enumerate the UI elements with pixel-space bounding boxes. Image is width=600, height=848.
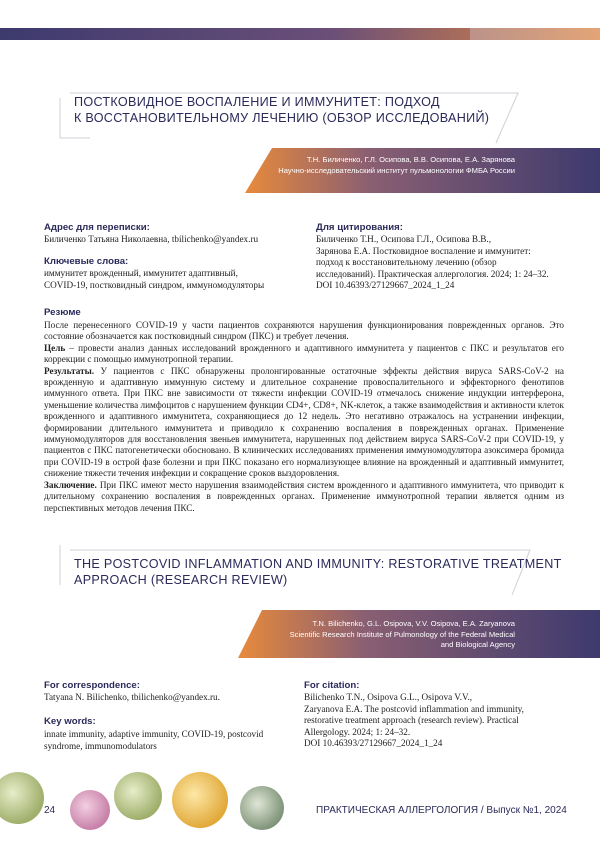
- aim-text: – провести анализ данных исследований врожденного и адаптивного иммунитета у пациентов с ПКС и результатов его коррекции с помощью иммунотропной терапии.: [44, 342, 564, 365]
- ru-citation-label: Для цитирования:: [316, 222, 403, 233]
- results-text: У пациентов с ПКС обнаружены пролонгированные остаточные эффекты действия вируса SARS-CoV-2 на врожденную и адаптивную иммунную систему и длительное сохранение провоспалительного и эффекторного фенотипов иммунного ответа. При ПКС вне зависимости от тяжести инфекции COVID-19 отмечалось снижение индукции интерферона, уменьшение количества лимфоцитов с нарушением функции CD4+, CD8+, NK-клеток, а также взаимодействия и активности клеток врожденного и адаптивного иммунитета, сохраняющиеся до 12 недель. Это негативно отражалось на устранении инфекции, формировании длительного иммунитета и приводило к сохранению воспаления в поврежденных органах. Применение иммуномодуляторов для восстановления звеньев иммунитета, нарушенных под действием вируса SARS-CoV-2 при COVID-19, у пациентов с ПКС патогенетически обосновано. В клинических исследованиях применения иммуномодулятора азоксимера бромида при COVID-19 в острой фазе болезни и при ПКС показано его нормализующее влияние на врожденный и адаптивный иммунитет, снижение тяжести течения инфекции и сокращение сроков выздоровления.: [44, 365, 564, 479]
- ru-keywords-line-2: COVID-19, постковидный синдром, иммуномодуляторы: [44, 280, 265, 290]
- ru-article-title: [74, 94, 489, 126]
- en-keywords-line-1: innate immunity, adaptive immunity, COVID-19, postcovid: [44, 729, 264, 739]
- journal-footer: ПРАКТИЧЕСКАЯ АЛЛЕРГОЛОГИЯ / Выпуск №1, 2024: [316, 805, 567, 816]
- en-institute-line-1: Scientific Research Institute of Pulmonology of the Federal Medical: [289, 629, 515, 639]
- ru-citation-line: исследований). Практическая аллергология. 2024; 1: 24–32.: [316, 268, 549, 279]
- en-citation-label: For citation:: [304, 680, 360, 691]
- en-citation-line: Allergology. 2024; 1: 24–32.: [304, 726, 411, 737]
- en-title-line-2: APPROACH (RESEARCH REVIEW): [74, 573, 288, 587]
- aim-label: Цель: [44, 342, 66, 353]
- ru-citation-line: подход к восстановительному лечению (обзор: [316, 257, 497, 268]
- en-citation-line: Zaryanova E.A. The postcovid inflammation and immunity,: [304, 703, 524, 714]
- ru-citation-line: DOI 10.46393/27129667_2024_1_24: [316, 280, 455, 291]
- ru-authors-block: [250, 155, 515, 176]
- en-authors-block: [240, 619, 515, 651]
- abstract-aim: [44, 343, 564, 366]
- ru-citation-line: Зарянова Е.А. Постковидное воспаление и иммунитет:: [316, 245, 531, 256]
- ru-citation-line: Биличенко Т.Н., Осипова Г.Л., Осипова В.В.,: [316, 234, 492, 244]
- ru-keywords-label: Ключевые слова:: [44, 256, 129, 267]
- en-keywords-line-2: syndrome, immunomodulators: [44, 741, 157, 751]
- en-correspondence-label: For correspondence:: [44, 680, 140, 691]
- en-citation-block: [304, 692, 579, 750]
- results-label: Результаты.: [44, 365, 95, 376]
- conclusion-text: При ПКС имеют место нарушения взаимодействия систем врожденного и адаптивного иммунитета, что приводит к длительному сохранению воспаления в поврежденных органах. Применение иммунотропной терапии является одним из перспективных методов лечения ПКС.: [44, 479, 564, 513]
- ru-institute: Научно-исследовательский институт пульмонологии ФМБА России: [278, 165, 515, 175]
- conclusion-label: Заключение.: [44, 479, 97, 490]
- en-keywords-label: Key words:: [44, 716, 96, 727]
- ru-correspondence-text: Биличенко Татьяна Николаевна, tbilichenko@yandex.ru: [44, 234, 259, 244]
- ru-title-line-1: ПОСТКОВИДНОЕ ВОСПАЛЕНИЕ И ИММУНИТЕТ: ПОДХОД: [74, 95, 440, 109]
- ru-authors: Т.Н. Биличенко, Г.Л. Осипова, В.В. Осипова, Е.А. Зарянова: [306, 155, 515, 164]
- ru-title-line-2: К ВОССТАНОВИТЕЛЬНОМУ ЛЕЧЕНИЮ (ОБЗОР ИССЛЕДОВАНИЙ): [74, 111, 490, 125]
- ru-keywords-line-1: иммунитет врожденный, иммунитет адаптивный,: [44, 268, 238, 278]
- abstract-intro: После перенесенного COVID-19 у части пациентов сохраняются нарушения функционирования поврежденных органов. Это состояние обозначается как постковидный синдром (ПКС) и требует лечения.: [44, 320, 564, 342]
- abstract-results: [44, 366, 564, 480]
- en-correspondence-text: Tatyana N. Bilichenko, tbilichenko@yandex.ru.: [44, 692, 220, 702]
- abstract-conclusion: [44, 480, 564, 514]
- ru-citation-block: [316, 234, 576, 292]
- en-institute-line-2: and Biological Agency: [440, 640, 515, 649]
- ru-correspondence-label: Адрес для переписки:: [44, 222, 150, 233]
- en-citation-line: restorative treatment approach (research review). Practical: [304, 715, 519, 726]
- abstract-body: [44, 320, 564, 514]
- en-authors: T.N. Bilichenko, G.L. Osipova, V.V. Osipova, E.A. Zaryanova: [312, 619, 515, 628]
- en-article-title: [74, 556, 562, 588]
- en-title-line-1: THE POSTCOVID INFLAMMATION AND IMMUNITY: RESTORATIVE TREATMENT: [74, 557, 562, 571]
- en-citation-line: Bilichenko T.N., Osipova G.L., Osipova V.V.,: [304, 692, 473, 702]
- en-citation-line: DOI 10.46393/27129667_2024_1_24: [304, 738, 443, 749]
- pollen-illustration: [0, 758, 300, 848]
- page-number: 24: [44, 805, 56, 816]
- resume-label: Резюме: [44, 307, 81, 318]
- top-decorative-stripe: [0, 28, 600, 42]
